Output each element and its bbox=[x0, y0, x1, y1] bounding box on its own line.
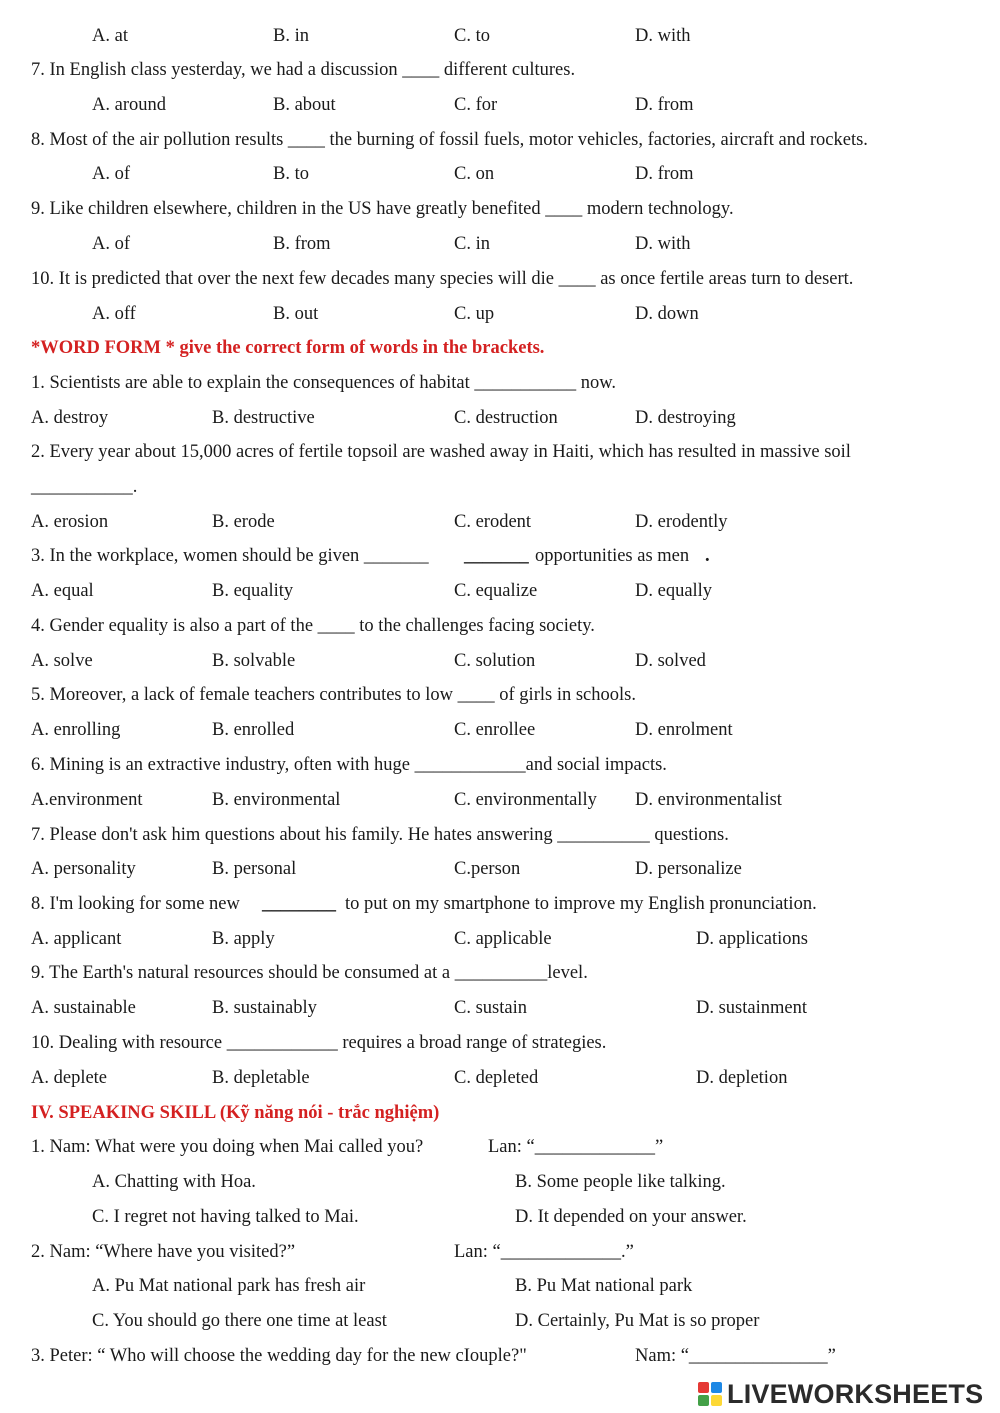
answer-option: B. from bbox=[273, 234, 331, 254]
answer-option: C. equalize bbox=[454, 581, 538, 601]
answer-option: D. from bbox=[635, 164, 694, 184]
answer-option: A. enrolling bbox=[31, 720, 121, 740]
answer-option: D. depletion bbox=[696, 1068, 788, 1088]
answer-option: A. deplete bbox=[31, 1068, 108, 1088]
answer-option: B. personal bbox=[212, 859, 297, 879]
answer-option: D. It depended on your answer. bbox=[515, 1207, 747, 1227]
answer-option: D. environmentalist bbox=[635, 790, 782, 810]
answer-option: C. on bbox=[454, 164, 495, 184]
question-text: 6. Mining is an extractive industry, often with huge ____________and social impacts. bbox=[31, 755, 667, 775]
answer-option: A.environment bbox=[31, 790, 143, 810]
logo-text: LIVEWORKSHEETS bbox=[727, 1378, 984, 1409]
answer-option: A. of bbox=[92, 234, 131, 254]
answer-option: A. erosion bbox=[31, 512, 109, 532]
answer-option: C. environmentally bbox=[454, 790, 597, 810]
answer-option: A. solve bbox=[31, 651, 93, 671]
answer-option: B. sustainably bbox=[212, 998, 317, 1018]
question-text: 3. Peter: “ Who will choose the wedding day for the new cIouple?" bbox=[31, 1346, 527, 1366]
answer-option: D. with bbox=[635, 26, 691, 46]
answer-option: A. Chatting with Hoa. bbox=[92, 1172, 256, 1192]
answer-option: A. at bbox=[92, 26, 128, 46]
answer-option: A. applicant bbox=[31, 929, 122, 949]
text-line: ___________. bbox=[31, 477, 138, 497]
question-text: 4. Gender equality is also a part of the ____ to the challenges facing society. bbox=[31, 616, 595, 636]
answer-option: B. destructive bbox=[212, 408, 315, 428]
answer-option: C. depleted bbox=[454, 1068, 539, 1088]
answer-option: D. equally bbox=[635, 581, 713, 601]
section-heading: IV. SPEAKING SKILL (Kỹ năng nói - trắc nghiệm) bbox=[31, 1103, 440, 1123]
question-text: 9. Like children elsewhere, children in the US have greatly benefited ____ modern technology. bbox=[31, 199, 734, 219]
answer-option: B. environmental bbox=[212, 790, 341, 810]
question-text: 8. Most of the air pollution results ____ the burning of fossil fuels, motor vehicles, factories, aircraft and rockets. bbox=[31, 130, 868, 150]
answer-option: D. with bbox=[635, 234, 691, 254]
text-line: to put on my smartphone to improve my English pronunciation. bbox=[345, 894, 817, 914]
text-line: Nam: “_______________” bbox=[635, 1346, 836, 1366]
question-text: 10. Dealing with resource ____________ requires a broad range of strategies. bbox=[31, 1033, 607, 1053]
logo-mark-icon bbox=[698, 1381, 724, 1407]
question-text: 5. Moreover, a lack of female teachers contributes to low ____ of girls in schools. bbox=[31, 685, 636, 705]
question-text: 9. The Earth's natural resources should be consumed at a __________level. bbox=[31, 963, 588, 983]
answer-option: B. depletable bbox=[212, 1068, 310, 1088]
answer-option: C. applicable bbox=[454, 929, 552, 949]
answer-option: C.person bbox=[454, 859, 521, 879]
answer-option: D. sustainment bbox=[696, 998, 807, 1018]
answer-option: B. equality bbox=[212, 581, 294, 601]
answer-option: C. in bbox=[454, 234, 490, 254]
answer-option: C. to bbox=[454, 26, 490, 46]
answer-option: B. about bbox=[273, 95, 336, 115]
answer-option: B. enrolled bbox=[212, 720, 295, 740]
question-text: 10. It is predicted that over the next few decades many species will die ____ as once fertile areas turn to desert. bbox=[31, 269, 854, 289]
answer-option: B. Some people like talking. bbox=[515, 1172, 726, 1192]
answer-option: A. of bbox=[92, 164, 131, 184]
answer-option: B. in bbox=[273, 26, 309, 46]
answer-option: C. up bbox=[454, 304, 495, 324]
question-text: 1. Nam: What were you doing when Mai called you? bbox=[31, 1137, 424, 1157]
question-text: 1. Scientists are able to explain the consequences of habitat ___________ now. bbox=[31, 373, 616, 393]
text-line: opportunities as men bbox=[535, 546, 690, 566]
text-line: ________ bbox=[262, 894, 336, 914]
text-line: Lan: “_____________.” bbox=[454, 1242, 634, 1262]
answer-option: D. destroying bbox=[635, 408, 736, 428]
answer-option: B. erode bbox=[212, 512, 275, 532]
answer-option: D. down bbox=[635, 304, 699, 324]
question-text: 7. In English class yesterday, we had a discussion ____ different cultures. bbox=[31, 60, 576, 80]
answer-option: D. applications bbox=[696, 929, 809, 949]
answer-option: C. for bbox=[454, 95, 498, 115]
answer-option: C. erodent bbox=[454, 512, 532, 532]
question-text: 8. I'm looking for some new bbox=[31, 894, 240, 914]
answer-option: D. enrolment bbox=[635, 720, 733, 740]
answer-option: C. You should go there one time at least bbox=[92, 1311, 387, 1331]
answer-option: A. personality bbox=[31, 859, 136, 879]
answer-option: D. erodently bbox=[635, 512, 728, 532]
section-heading: *WORD FORM * give the correct form of words in the brackets. bbox=[31, 338, 545, 358]
answer-option: B. apply bbox=[212, 929, 275, 949]
answer-option: D. personalize bbox=[635, 859, 742, 879]
answer-option: B. to bbox=[273, 164, 309, 184]
answer-option: A. sustainable bbox=[31, 998, 136, 1018]
answer-option: A. destroy bbox=[31, 408, 109, 428]
answer-option: A. Pu Mat national park has fresh air bbox=[92, 1276, 366, 1296]
answer-option: B. out bbox=[273, 304, 319, 324]
text-line: Lan: “_____________” bbox=[488, 1137, 664, 1157]
question-text: 7. Please don't ask him questions about his family. He hates answering __________ questions. bbox=[31, 825, 729, 845]
answer-option: D. Certainly, Pu Mat is so proper bbox=[515, 1311, 760, 1331]
answer-option: C. I regret not having talked to Mai. bbox=[92, 1207, 359, 1227]
answer-option: B. Pu Mat national park bbox=[515, 1276, 693, 1296]
answer-option: A. off bbox=[92, 304, 136, 324]
answer-option: C. sustain bbox=[454, 998, 527, 1018]
answer-option: A. equal bbox=[31, 581, 94, 601]
answer-option: C. solution bbox=[454, 651, 536, 671]
text-line: _______ bbox=[464, 546, 529, 566]
answer-option: C. enrollee bbox=[454, 720, 536, 740]
answer-option: B. solvable bbox=[212, 651, 296, 671]
answer-option: D. from bbox=[635, 95, 694, 115]
answer-option: D. solved bbox=[635, 651, 706, 671]
liveworksheets-logo[interactable] bbox=[698, 1378, 994, 1410]
question-text: 2. Nam: “Where have you visited?” bbox=[31, 1242, 296, 1262]
answer-option: C. destruction bbox=[454, 408, 558, 428]
text-line: . bbox=[705, 546, 710, 566]
question-text: 3. In the workplace, women should be given _______ bbox=[31, 546, 429, 566]
answer-option: A. around bbox=[92, 95, 166, 115]
question-text: 2. Every year about 15,000 acres of fertile topsoil are washed away in Haiti, which has resulted in massive soil bbox=[31, 442, 851, 462]
